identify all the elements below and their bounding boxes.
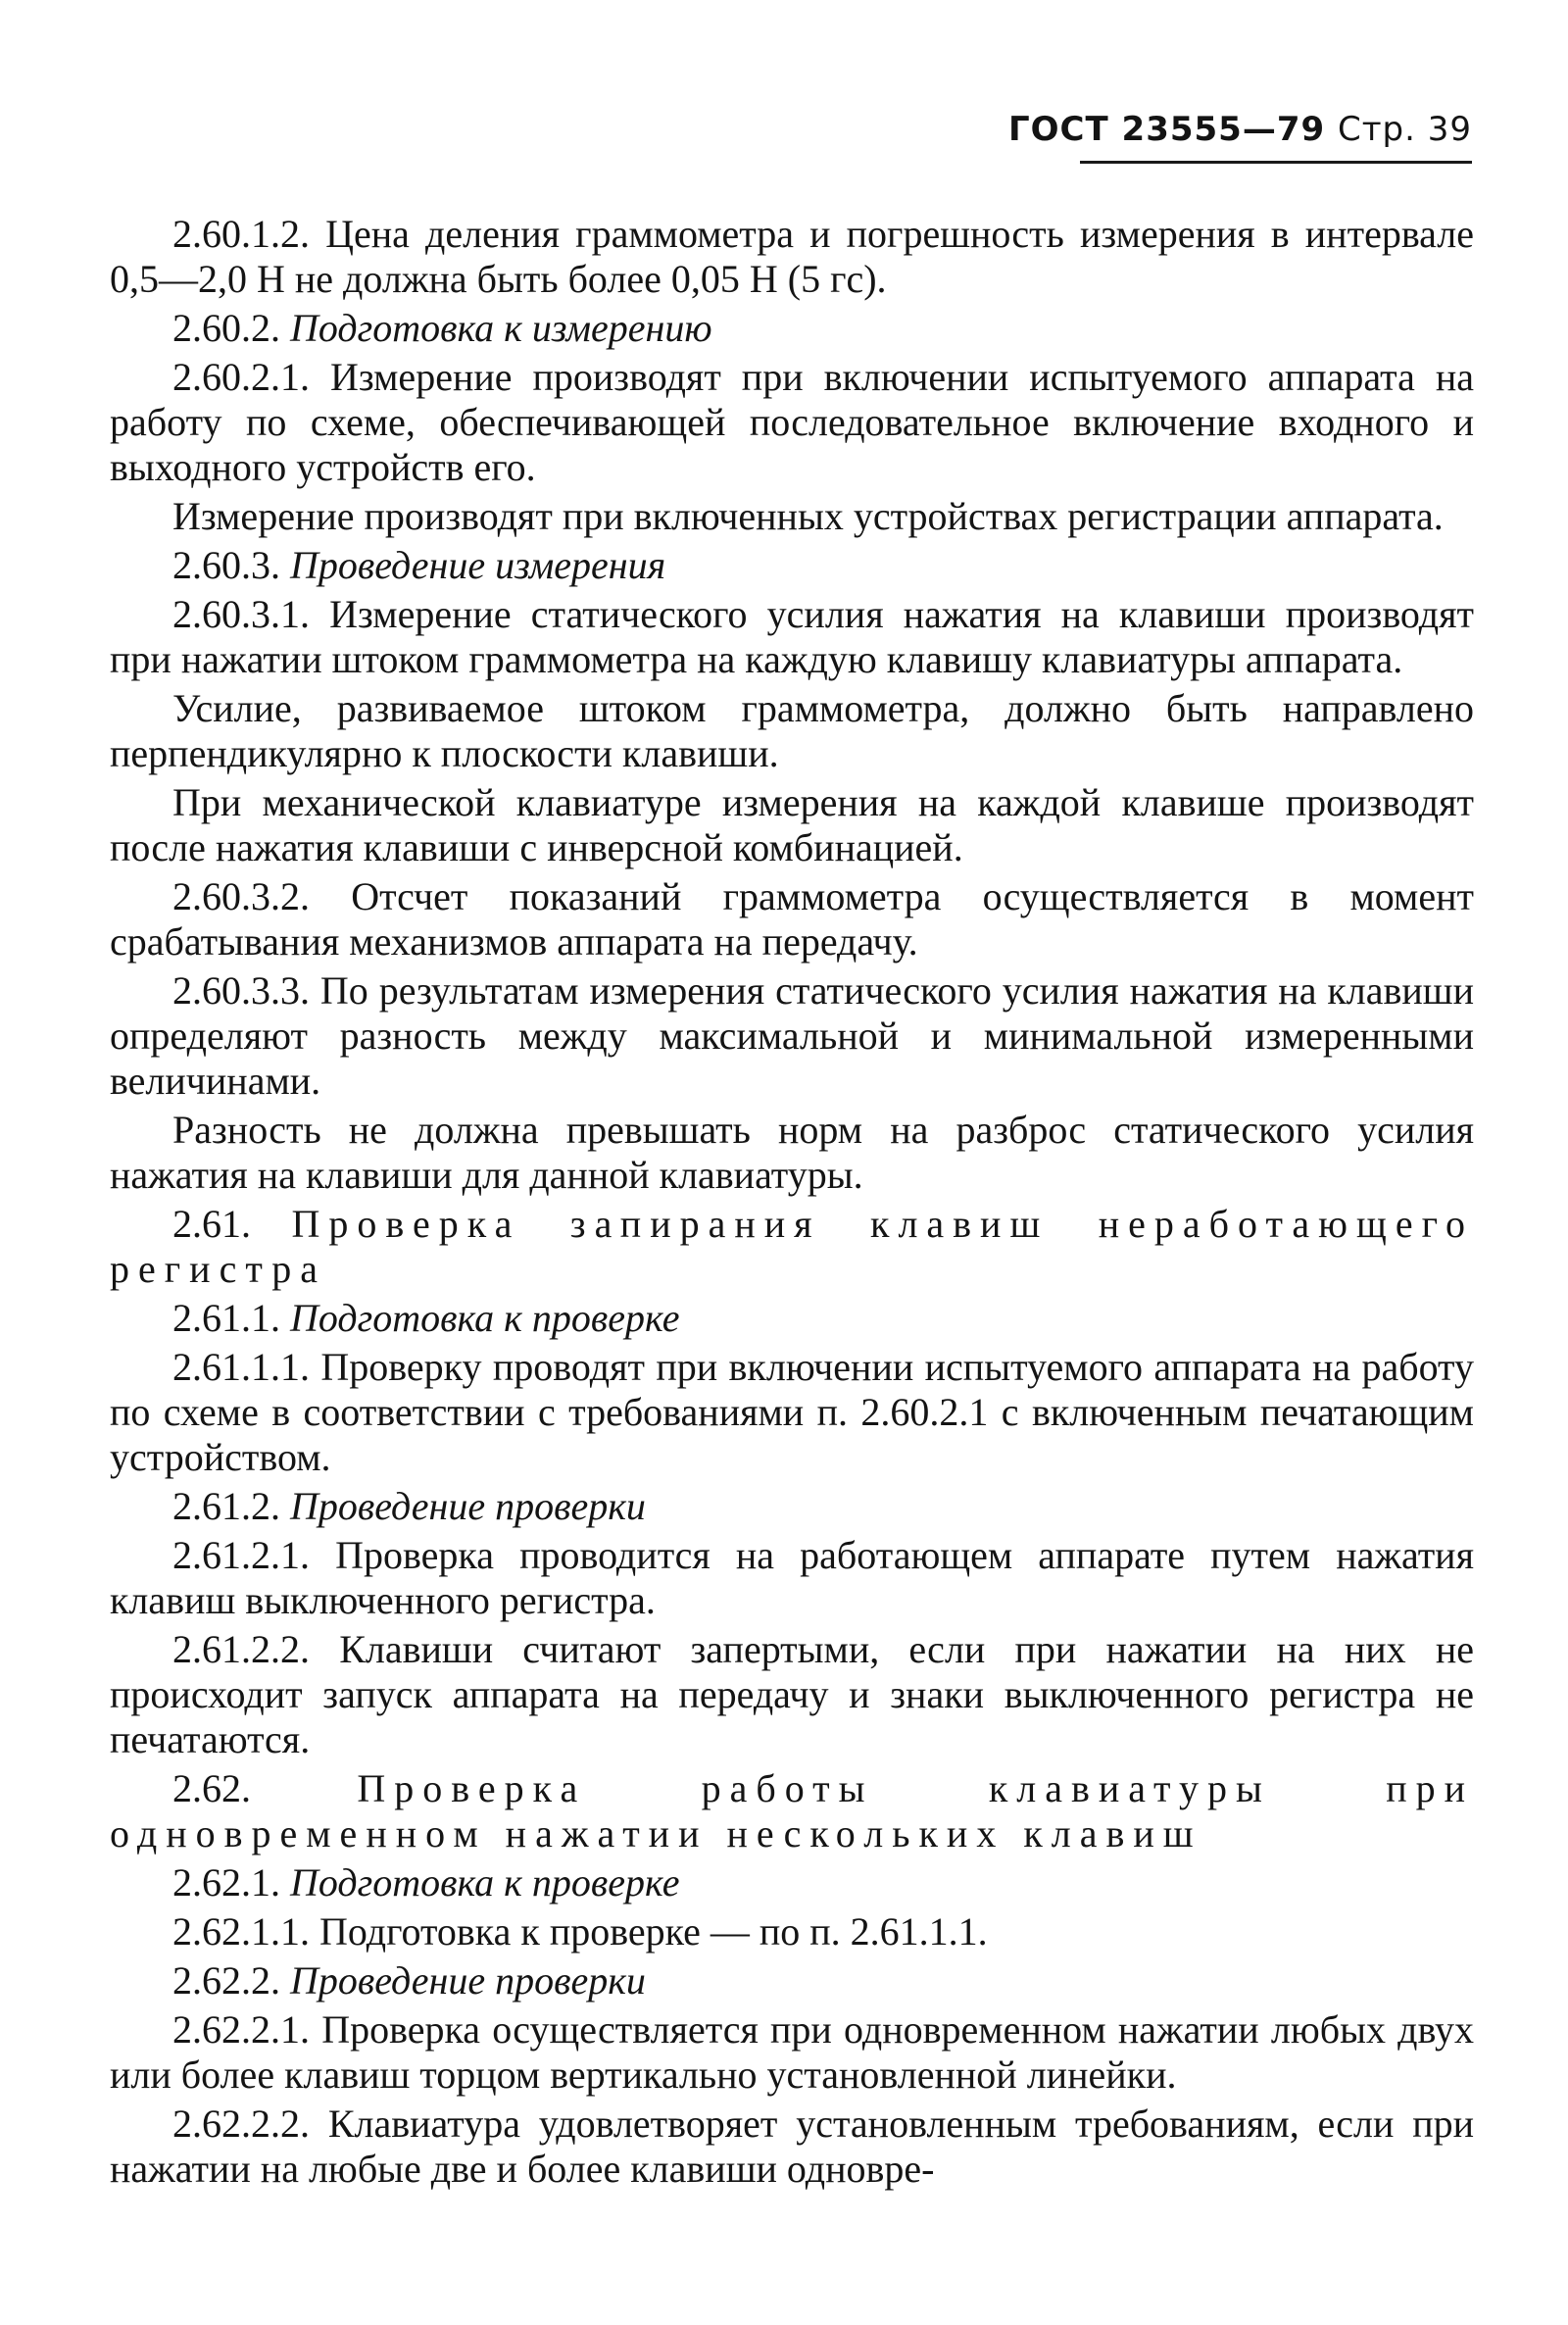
paragraph: Измерение производят при включенных устройствах регистрации аппарата. (172, 494, 1444, 538)
paragraph: 2.61.2.2. Клавиши считают запертыми, если при нажатии на них не происходит запуск аппарата на передачу и знаки выключенного регистра не печатаются. (110, 1627, 1475, 1761)
paragraph: 2.61.1.1. Проверку проводят при включении испытуемого аппарата на работу по схеме в соответствии с требованиями п. 2.60.2.1 с включенным печатающим устройством. (110, 1345, 1475, 1479)
section-heading: 2.62. Проверка работы клавиатуры при одновременном нажатии нескольких клавиш (110, 1766, 1475, 1855)
paragraph: Усилие, развиваемое штоком граммометра, должно быть направлено перпендикулярно к плоскости клавиши. (110, 686, 1474, 775)
standard-number: ГОСТ 23555—79 (1007, 110, 1326, 149)
paragraph: 2.60.1.2. Цена деления граммометра и погрешность измерения в интервале 0,5—2,0 Н не должна быть более 0,05 Н (5 гс). (110, 212, 1474, 301)
paragraph: 2.60.3.2. Отсчет показаний граммометра осуществляется в момент срабатывания механизмов аппарата на передачу. (110, 874, 1474, 964)
paragraph: Разность не должна превышать норм на разброс статического усилия нажатия на клавиши для данной клавиатуры. (110, 1108, 1474, 1197)
document-body (110, 212, 1474, 2192)
paragraph: 2.62.1.1. Подготовка к проверке — по п. 2.61.1.1. (172, 1909, 988, 1954)
paragraph: 2.62.2.1. Проверка осуществляется при одновременном нажатии любых двух или более клавиш торцом вертикально установленной линейки. (110, 2007, 1475, 2097)
paragraph: При механической клавиатуре измерения на каждой клавише производят после нажатия клавиши с инверсной комбинацией. (110, 780, 1474, 869)
header-rule (1080, 161, 1472, 164)
subsection-heading: 2.62.1. Подготовка к проверке (172, 1860, 680, 1905)
subsection-heading: 2.60.2. Подготовка к измерению (172, 306, 712, 350)
paragraph: 2.61.2.1. Проверка проводится на работающем аппарате путем нажатия клавиш выключенного регистра. (110, 1533, 1474, 1622)
paragraph: 2.60.3.1. Измерение статического усилия нажатия на клавиши производят при нажатии штоком граммометра на каждую клавишу клавиатуры аппарата. (110, 592, 1475, 681)
page-header (1008, 110, 1472, 149)
paragraph: 2.60.3.3. По результатам измерения статического усилия нажатия на клавиши определяют разность между максимальной и минимальной измеренными величинами. (110, 968, 1475, 1103)
subsection-heading: 2.61.2. Проведение проверки (172, 1484, 646, 1528)
subsection-heading: 2.61.1. Подготовка к проверке (172, 1296, 680, 1340)
page-number: Стр. 39 (1337, 110, 1472, 149)
subsection-heading: 2.62.2. Проведение проверки (172, 1958, 646, 2003)
paragraph: 2.62.2.2. Клавиатура удовлетворяет установленным требованиям, если при нажатии на любые две и более клавиши одновре- (110, 2102, 1475, 2191)
paragraph: 2.60.2.1. Измерение производят при включении испытуемого аппарата на работу по схеме, обеспечивающей последовательное включение входного и выходного устройств его. (110, 355, 1475, 489)
section-heading: 2.61. Проверка запирания клавиш неработающего регистра (110, 1202, 1475, 1291)
subsection-heading: 2.60.3. Проведение измерения (172, 543, 666, 587)
